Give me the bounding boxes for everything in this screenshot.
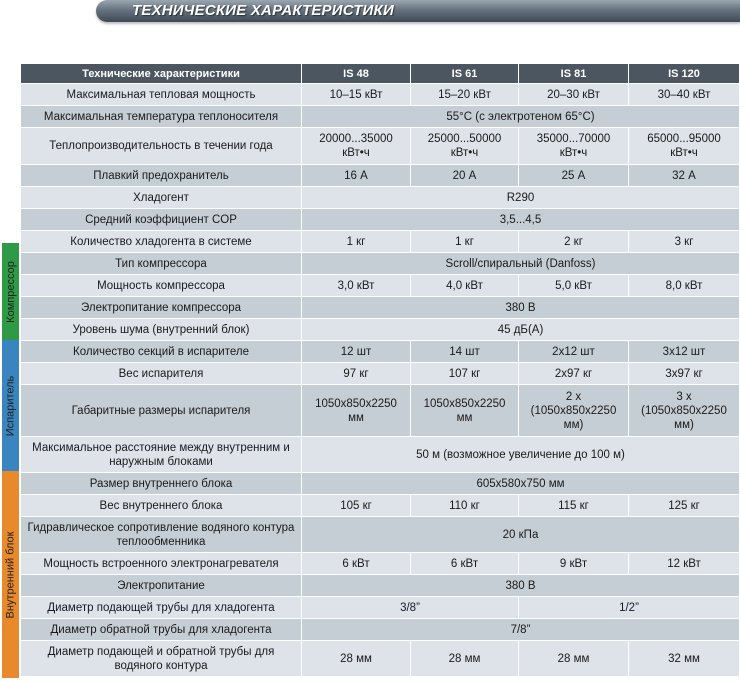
row-label: Количество секций в испарителе bbox=[21, 341, 302, 363]
table-cell: 125 кг bbox=[629, 495, 740, 517]
header-cell: IS 48 bbox=[302, 64, 411, 84]
table-cell: 25 А bbox=[519, 165, 629, 187]
table-row bbox=[21, 253, 740, 275]
row-label: Мощность встроенного электронагревателя bbox=[21, 553, 302, 575]
table-cell: 25000...50000 кВт•ч bbox=[411, 128, 519, 165]
table-row bbox=[21, 641, 740, 677]
table-cell: 97 кг bbox=[302, 363, 411, 385]
table-cell: 1 кг bbox=[411, 231, 519, 253]
table-cell: 14 шт bbox=[411, 341, 519, 363]
row-label: Средний коэффициент COP bbox=[21, 209, 302, 231]
header-cell: Технические характеристики bbox=[21, 64, 302, 84]
table-cell: 3,5...4,5 bbox=[302, 209, 740, 231]
table-row bbox=[21, 385, 740, 437]
table-cell: 2 x (1050x850x2250 мм) bbox=[519, 385, 629, 437]
spec-table bbox=[20, 63, 740, 677]
page-title: ТЕХНИЧЕСКИЕ ХАРАКТЕРИСТИКИ bbox=[132, 2, 394, 19]
table-cell: 32 А bbox=[629, 165, 740, 187]
table-cell: 3x97 кг bbox=[629, 363, 740, 385]
table-cell: 28 мм bbox=[519, 641, 629, 677]
table-cell: 50 м (возможное увеличение до 100 м) bbox=[302, 437, 740, 473]
row-label: Вес внутреннего блока bbox=[21, 495, 302, 517]
row-label: Максимальное расстояние между внутренним и наружным блоками bbox=[21, 437, 302, 473]
table-row bbox=[21, 297, 740, 319]
section-label-compressor-text: Компрессор bbox=[4, 260, 17, 323]
table-cell: Scroll/спиральный (Danfoss) bbox=[302, 253, 740, 275]
table-cell: 55°C (с электротеном 65°C) bbox=[302, 106, 740, 128]
table-cell: 32 мм bbox=[629, 641, 740, 677]
table-cell: 6 кВт bbox=[302, 553, 411, 575]
table-cell: 15–20 кВт bbox=[411, 84, 519, 106]
table-cell: 10–15 кВт bbox=[302, 84, 411, 106]
table-row bbox=[21, 106, 740, 128]
table-cell: 3/8” bbox=[302, 597, 519, 619]
section-label-evaporator-text: Испаритель bbox=[4, 375, 17, 436]
table-cell: 7/8” bbox=[302, 619, 740, 641]
table-cell: 3 кг bbox=[629, 231, 740, 253]
header-cell: IS 61 bbox=[411, 64, 519, 84]
table-row bbox=[21, 553, 740, 575]
header-cell: IS 81 bbox=[519, 64, 629, 84]
table-row bbox=[21, 597, 740, 619]
table-cell: 30–40 кВт bbox=[629, 84, 740, 106]
row-label: Хладогент bbox=[21, 187, 302, 209]
row-label: Максимальная тепловая мощность bbox=[21, 84, 302, 106]
table-row bbox=[21, 209, 740, 231]
table-cell: 105 кг bbox=[302, 495, 411, 517]
row-label: Вес испарителя bbox=[21, 363, 302, 385]
title-bar bbox=[96, 0, 740, 22]
table-row bbox=[21, 619, 740, 641]
table-cell: R290 bbox=[302, 187, 740, 209]
table-cell: 2x12 шт bbox=[519, 341, 629, 363]
row-label: Количество хладогента в системе bbox=[21, 231, 302, 253]
row-label: Габаритные размеры испарителя bbox=[21, 385, 302, 437]
table-row bbox=[21, 437, 740, 473]
table-row bbox=[21, 165, 740, 187]
row-label: Размер внутреннего блока bbox=[21, 473, 302, 495]
table-cell: 3,0 кВт bbox=[302, 275, 411, 297]
section-label-indoor-unit bbox=[2, 471, 19, 678]
table-cell: 1050x850x2250 мм bbox=[302, 385, 411, 437]
table-row bbox=[21, 495, 740, 517]
row-label: Диаметр подающей трубы для хладогента bbox=[21, 597, 302, 619]
table-cell: 115 кг bbox=[519, 495, 629, 517]
table-row bbox=[21, 473, 740, 495]
table-cell: 28 мм bbox=[411, 641, 519, 677]
table-cell: 380 В bbox=[302, 575, 740, 597]
table-cell: 20000...35000 кВт•ч bbox=[302, 128, 411, 165]
table-row bbox=[21, 275, 740, 297]
row-label: Мощность компрессора bbox=[21, 275, 302, 297]
table-cell: 12 шт bbox=[302, 341, 411, 363]
table-cell: 6 кВт bbox=[411, 553, 519, 575]
section-label-indoor-unit-text: Внутренний блок bbox=[4, 531, 17, 618]
table-cell: 35000...70000 кВт•ч bbox=[519, 128, 629, 165]
table-row bbox=[21, 341, 740, 363]
section-label-compressor bbox=[2, 243, 19, 340]
table-cell: 45 дБ(А) bbox=[302, 319, 740, 341]
table-cell: 3x12 шт bbox=[629, 341, 740, 363]
table-cell: 605x580x750 мм bbox=[302, 473, 740, 495]
table-cell: 2 кг bbox=[519, 231, 629, 253]
table-cell: 8,0 кВт bbox=[629, 275, 740, 297]
table-cell: 380 В bbox=[302, 297, 740, 319]
row-label: Гидравлическое сопротивление водяного контура теплообменника bbox=[21, 517, 302, 553]
table-cell: 1 кг bbox=[302, 231, 411, 253]
table-cell: 16 А bbox=[302, 165, 411, 187]
table-cell: 1050x850x2250 мм bbox=[411, 385, 519, 437]
header-cell: IS 120 bbox=[629, 64, 740, 84]
table-row bbox=[21, 319, 740, 341]
row-label: Теплопроизводительность в течении года bbox=[21, 128, 302, 165]
table-cell: 28 мм bbox=[302, 641, 411, 677]
table-cell: 3 x (1050x850x2250 мм) bbox=[629, 385, 740, 437]
table-row bbox=[21, 575, 740, 597]
table-cell: 20–30 кВт bbox=[519, 84, 629, 106]
row-label: Плавкий предохранитель bbox=[21, 165, 302, 187]
table-row bbox=[21, 363, 740, 385]
table-row bbox=[21, 517, 740, 553]
table-row bbox=[21, 231, 740, 253]
table-cell: 12 кВт bbox=[629, 553, 740, 575]
table-cell: 9 кВт bbox=[519, 553, 629, 575]
table-row bbox=[21, 187, 740, 209]
table-cell: 2x97 кг bbox=[519, 363, 629, 385]
row-label: Максимальная температура теплоносителя bbox=[21, 106, 302, 128]
row-label: Диаметр обратной трубы для хладогента bbox=[21, 619, 302, 641]
table-cell: 20 А bbox=[411, 165, 519, 187]
table-header-row bbox=[21, 64, 740, 84]
table-cell: 20 кПа bbox=[302, 517, 740, 553]
table-row bbox=[21, 128, 740, 165]
table-cell: 5,0 кВт bbox=[519, 275, 629, 297]
section-label-evaporator bbox=[2, 340, 19, 471]
table-cell: 107 кг bbox=[411, 363, 519, 385]
table-cell: 65000...95000 кВт•ч bbox=[629, 128, 740, 165]
table-cell: 4,0 кВт bbox=[411, 275, 519, 297]
row-label: Диаметр подающей и обратной трубы для водяного контура bbox=[21, 641, 302, 677]
row-label: Уровень шума (внутренний блок) bbox=[21, 319, 302, 341]
table-cell: 110 кг bbox=[411, 495, 519, 517]
row-label: Тип компрессора bbox=[21, 253, 302, 275]
row-label: Электропитание компрессора bbox=[21, 297, 302, 319]
table-row bbox=[21, 84, 740, 106]
table-cell: 1/2” bbox=[519, 597, 740, 619]
row-label: Электропитание bbox=[21, 575, 302, 597]
